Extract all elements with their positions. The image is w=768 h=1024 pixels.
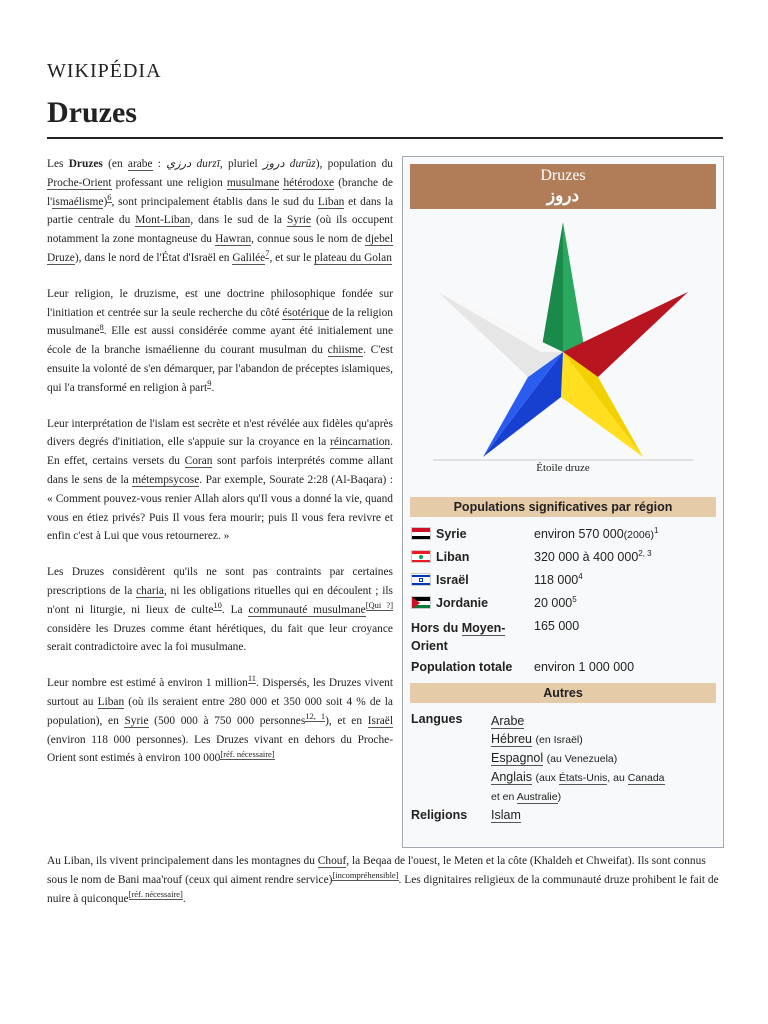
row-jordanie-value xyxy=(534,596,577,610)
link-chouf[interactable]: Chouf xyxy=(317,855,347,867)
link-liban-2[interactable]: Liban xyxy=(97,695,125,708)
espagnol-note: (au Venezuela) xyxy=(546,753,618,765)
ref-8[interactable]: 8 xyxy=(99,321,104,332)
canada-link[interactable]: Canada xyxy=(627,772,665,784)
link-reincarnation[interactable]: réincarnation xyxy=(330,436,391,449)
autres-section-header: Autres xyxy=(410,683,716,703)
ref-9[interactable]: 9 xyxy=(207,377,212,388)
star-green-arm xyxy=(541,222,563,352)
row-syrie-label[interactable] xyxy=(411,527,467,541)
row-langues-value xyxy=(491,712,671,806)
israel-flag-icon xyxy=(411,573,431,586)
link-heterodoxe[interactable]: hétérodoxe xyxy=(283,176,335,189)
link-djebel-druze[interactable]: djebel Druze xyxy=(47,233,393,264)
link-galilee[interactable]: Galilée xyxy=(232,251,266,264)
israel-ref[interactable]: 4 xyxy=(578,571,583,581)
australie-link[interactable]: Australie xyxy=(516,791,558,803)
orient-label-text: Orient xyxy=(411,639,448,653)
paragraph-interpretation: Leur interprétation de l'islam est secrète et n'est révélée aux fidèles qu'après divers degrés d'initiation, elle s'appuie sur la croyance en la réincarnation. En effet, certains versets du Coran sont parfois interprétés comme allant dans le sens de la métempsycose. Par exemple, Sourate 2:28 (Al-Baqara) : « Comment pouvez-vous renier Allah alors qu'Il vous a donné la vie, quand vous en étiez privés? Puis Il vous fera mourir; puis Il vous fera revivre et enfin c'est à Lui que vous retournerez. » xyxy=(47,417,393,543)
row-liban-value xyxy=(534,550,652,564)
note-qui[interactable]: [Qui ?] xyxy=(365,599,394,610)
lang-anglais-link[interactable]: Anglais xyxy=(491,770,532,784)
link-metempsycose[interactable]: métempsycose xyxy=(132,473,200,486)
article-body-full xyxy=(47,852,723,908)
liban-link[interactable]: Liban xyxy=(436,550,470,564)
page-title: Druzes xyxy=(47,96,137,129)
row-hors-value: 165 000 xyxy=(534,619,580,633)
link-syrie-2[interactable]: Syrie xyxy=(124,714,149,727)
syrie-value: environ 570 000 xyxy=(534,527,624,541)
link-coran[interactable]: Coran xyxy=(184,455,213,468)
link-liban[interactable]: Liban xyxy=(317,195,345,208)
jordanie-ref[interactable]: 5 xyxy=(572,594,577,604)
paragraph-liban: Au Liban, ils vivent principalement dans les montagnes du Chouf, la Beqaa de l'ouest, le Meten et la côte (Khaldeh et Chweifat). Ils sont connus sous le nom de Bani maa'rouf (ceux qui aiment rendre service)[incompréhensible]. Les dignitaires religieux de la communauté druze prohibent le fait de nuire à quiconque[réf. nécessaire]. xyxy=(47,855,719,905)
anglais-note-4: ) xyxy=(557,791,562,803)
anglais-note-1: (aux xyxy=(535,772,556,784)
row-syrie-value xyxy=(534,527,658,541)
syrie-year: (2006) xyxy=(623,529,655,541)
infobox-title-arabic: دروز xyxy=(546,186,580,205)
note-ref-necessaire-2[interactable]: [réf. nécessaire] xyxy=(128,888,183,899)
link-musulmane[interactable]: musulmane xyxy=(226,176,280,189)
row-religions-value xyxy=(491,808,521,822)
image-caption: Étoile druze xyxy=(536,462,590,474)
link-syrie[interactable]: Syrie xyxy=(286,214,311,227)
syria-flag-icon xyxy=(411,527,431,540)
link-plateau-du-golan[interactable]: plateau du Golan xyxy=(314,251,392,264)
row-israel-value xyxy=(534,573,583,587)
religion-islam-link[interactable]: Islam xyxy=(491,808,521,822)
link-ismaelisme[interactable]: ismaélisme xyxy=(52,195,104,208)
druze-star-image[interactable] xyxy=(433,217,693,462)
infobox xyxy=(402,156,724,848)
paragraph-charia: Les Druzes considèrent qu'ils ne sont pas contraints par certaines prescriptions de la charia, ni les obligations rituelles qui en découlent ; ils n'ont ni liturgie, ni lieux de culte$^{10}$. La communauté musulmane[Qui ?] considère les Druzes comme étant hérétiques, du fait que leur croyance serait contradictoire avec la foi musulmane. xyxy=(47,566,394,654)
populations-section-header: Populations significatives par région xyxy=(410,497,716,517)
lebanon-flag-icon xyxy=(411,550,431,563)
liban-ref[interactable]: 2, 3 xyxy=(638,548,652,558)
link-hawran[interactable]: Hawran xyxy=(215,233,252,246)
hors-label-text: Hors du xyxy=(411,621,459,635)
jordanie-value: 20 000 xyxy=(534,596,573,610)
link-israel[interactable]: Israël xyxy=(367,714,394,727)
star-green-arm-light xyxy=(563,222,585,352)
liban-value: 320 000 à 400 000 xyxy=(534,550,639,564)
link-communaute-musulmane[interactable]: communauté musulmane xyxy=(248,603,366,616)
link-chiisme[interactable]: chiisme xyxy=(327,344,364,357)
row-langues-label: Langues xyxy=(411,712,463,726)
lang-espagnol-link[interactable]: Espagnol xyxy=(491,751,544,765)
article-body xyxy=(47,155,393,785)
jordanie-link[interactable]: Jordanie xyxy=(436,596,489,610)
ref-12-1[interactable]: 12, 1 xyxy=(305,710,326,721)
row-israel-label[interactable] xyxy=(411,573,469,587)
link-esoterique[interactable]: ésotérique xyxy=(282,306,330,319)
paragraph-intro: Les Druzes (en arabe : درزي durzī, pluriel دروز durūz), population du Proche-Orient professant une religion musulmane hétérodoxe (branche de l'ismaélisme)$^6$, sont principalement établis dans le sud du Liban et dans la partie centrale du Mont-Liban, dans le sud de la Syrie (où ils occupent notamment la zone montagneuse du Hawran, connue sous le nom de djebel Druze), dans le nord de l'État d'Israël en Galilée$^7$, et sur le plateau du Golan xyxy=(47,158,393,264)
note-incomprehensible[interactable]: [incompréhensible] xyxy=(332,870,399,880)
link-arabe[interactable]: arabe xyxy=(127,158,153,170)
lang-arabe-link[interactable]: Arabe xyxy=(491,714,525,728)
note-ref-necessaire[interactable]: [réf. nécessaire] xyxy=(220,748,275,759)
title-divider xyxy=(47,137,723,139)
israel-value: 118 000 xyxy=(534,573,579,587)
row-total-value: environ 1 000 000 xyxy=(534,660,635,674)
row-langues xyxy=(411,712,717,812)
infobox-title: Druzes xyxy=(540,167,586,184)
row-hors-label xyxy=(411,619,505,655)
link-proche-orient[interactable]: Proche-Orient xyxy=(47,176,112,189)
ref-10[interactable]: 10 xyxy=(213,599,222,610)
anglais-note-2: , au xyxy=(607,772,625,784)
lang-hebreu-link[interactable]: Hébreu xyxy=(491,732,532,746)
link-charia[interactable]: charia xyxy=(136,584,164,597)
row-liban-label[interactable] xyxy=(411,550,469,564)
ref-7[interactable]: 7 xyxy=(265,248,270,259)
jordan-flag-icon xyxy=(411,596,431,609)
paragraph-religion: Leur religion, le druzisme, est une doctrine philosophique fondée sur l'initiation et centrée sur la seule recherche du côté ésotérique de la religion musulmane$^8$. Elle est aussi considérée comme ayant été initialement une école de la branche ismaélienne du courant musulman du chiisme. C'est ensuite la volonté de s'en démarquer, par l'abandon de préceptes islamiques, qui l'a transformé en religion à part$^9$. xyxy=(47,287,393,394)
anglais-note-3: et en xyxy=(491,791,515,803)
row-religions-label: Religions xyxy=(411,808,468,822)
syrie-ref[interactable]: 1 xyxy=(654,525,659,535)
etats-unis-link[interactable]: États-Unis xyxy=(558,772,608,784)
moyen-orient-link[interactable]: Moyen- xyxy=(461,621,506,635)
link-mont-liban[interactable]: Mont-Liban xyxy=(135,214,191,227)
syrie-link[interactable]: Syrie xyxy=(436,527,467,541)
ref-6[interactable]: 6 xyxy=(107,191,112,202)
row-jordanie-label[interactable] xyxy=(411,596,488,610)
israel-link[interactable]: Israël xyxy=(436,573,469,587)
wikipedia-logo[interactable]: WIKIPÉDIA xyxy=(47,60,162,82)
row-total-label: Population totale xyxy=(411,660,513,674)
ref-11[interactable]: 11 xyxy=(247,673,257,684)
infobox-header xyxy=(410,164,716,209)
paragraph-nombre: Leur nombre est estimé à environ 1 million$^{11}$. Dispersés, les Druzes vivent surtout au Liban (où ils seraient entre 280 000 et 350 000 soit 4 % de la population), en Syrie (500 000 à 750 000 personnes$^{12, 1}$), et en Israël (environ 118 000 personnes). Les Druzes vivant en dehors du Proche-Orient sont estimés à environ 100 000[réf. nécessaire] xyxy=(47,673,394,765)
hebreu-note: (en Israël) xyxy=(535,734,583,746)
